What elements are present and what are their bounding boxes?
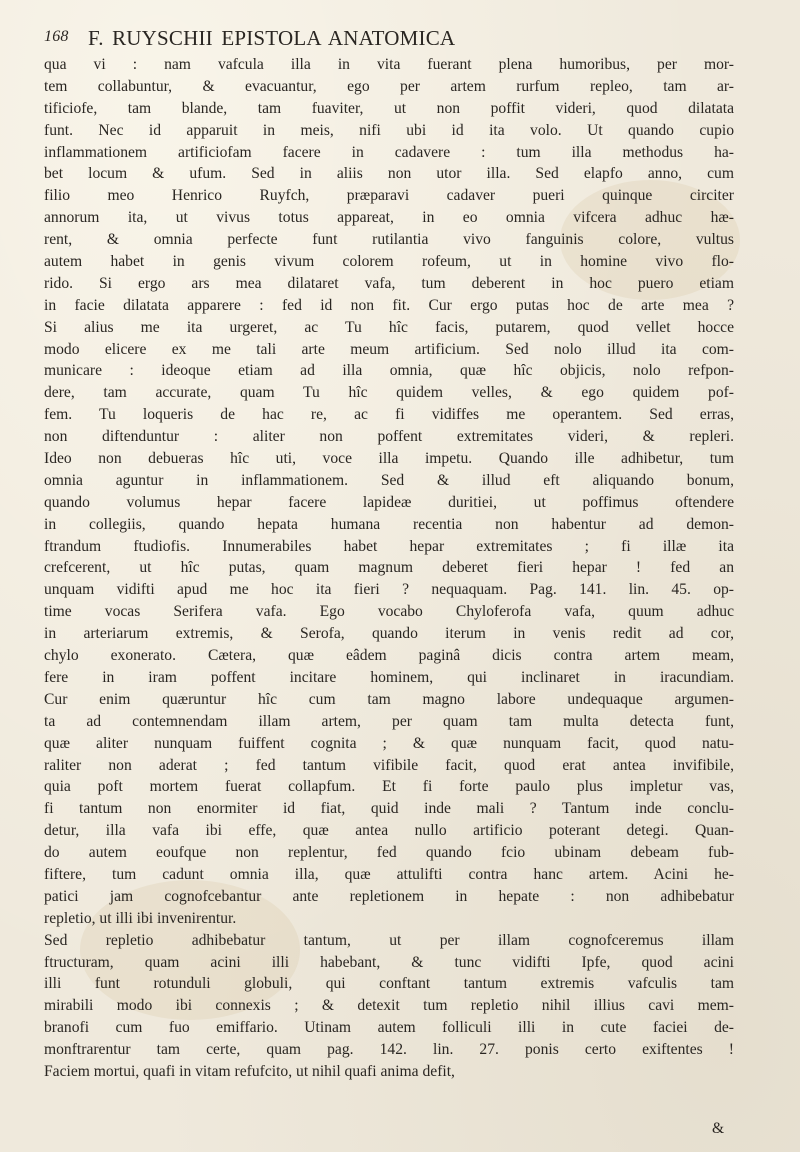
text-line: raliter non aderat ; fed tantum vifibile facit, quod erat antea invifibile, [44,756,734,774]
catchword: & [712,1120,725,1137]
text-line: rent, & omnia perfecte funt rutilantia vivo fanguinis colore, vultus [44,231,734,249]
text-line: in facie dilatata apparere : fed id non fit. Cur ergo putas hoc de arte mea ? [44,296,734,314]
text-line: mirabili modo ibi connexis ; & detexit tum repletio nihil illius cavi mem- [44,997,734,1015]
body-text [44,54,734,1083]
text-line: monftrarentur tam certe, quam pag. 142. lin. 27. ponis certo exiftentes ! [44,1041,734,1059]
text-line: quia poft mortem fuerat collapfum. Et fi forte paulo plus impletur vas, [44,778,734,796]
text-line: ta ad contemnendam illam artem, per quam tam multa detecta funt, [44,712,734,730]
text-line: municare : ideoque etiam ad illa omnia, quæ hîc objicis, nolo refpon- [44,362,734,380]
text-line: do autem eoufque non replentur, fed quando fcio ubinam debeam fub- [44,844,734,862]
text-line: funt. Nec id apparuit in meis, nifi ubi id ita volo. Ut quando cupio [44,121,734,139]
page-number: 168 [44,28,69,45]
text-line: modo elicere ex me tali arte meum artificium. Sed nolo illud ita com- [44,340,734,358]
text-line: in arteriarum extremis, & Serofa, quando iterum in venis redit ad cor, [44,625,734,643]
text-line: inflammationem artificiofam facere in cadavere : tum illa methodus ha- [44,143,734,161]
text-line: tificiofe, tam blande, tam fuaviter, ut non poffit videri, quod dilatata [44,99,734,117]
text-line: autem habet in genis vivum colorem rofeum, ut in homine vivo flo- [44,253,734,271]
text-line: omnia aguntur in inflammationem. Sed & illud eft aliquando bonum, [44,471,734,489]
text-line: time vocas Serifera vafa. Ego vocabo Chyloferofa vafa, quum adhuc [44,603,734,621]
text-line: in collegiis, quando hepata humana recentia non habentur ad demon- [44,515,734,533]
text-line: tem collabuntur, & evacuantur, ego per artem rurfum repleo, tam ar- [44,77,734,95]
text-line: qua vi : nam vafcula illa in vita fuerant plena humoribus, per mor- [44,56,734,73]
text-line: crefcerent, ut hîc putas, quam magnum deberet fieri hepar ! fed an [44,559,734,577]
text-line: Si alius me ita urgeret, ac Tu hîc facis, putarem, quod vellet hocce [44,318,734,336]
text-line: fiftere, tum cadunt omnia illa, quæ attulifti contra hanc artem. Acini he- [44,865,734,883]
text-line: branofi cum fuo emiffario. Utinam autem folliculi illi in cute faciei de- [44,1019,734,1037]
text-line: unquam vidifti apud me hoc ita fieri ? nequaquam. Pag. 141. lin. 45. op- [44,581,734,599]
running-head: F. RUYSCHII EPISTOLA ANATOMICA [88,26,456,50]
text-line: dere, tam accurate, quam Tu hîc quidem velles, & ego quidem pof- [44,384,734,402]
text-line: ftructuram, quam acini illi habebant, & tunc vidifti Ipfe, quod acini [44,953,734,971]
text-line: filio meo Henrico Ruyfch, præparavi cadaver pueri quinque circiter [44,187,734,205]
text-line: Faciem mortui, quafi in vitam refufcito, ut nihil quafi anima defit, [44,1062,455,1080]
text-line: ftrandum ftudiofis. Innumerabiles habet hepar extremitates ; fi illæ ita [44,537,734,555]
text-line: chylo exonerato. Cætera, quæ eâdem paginâ dicis contra artem meam, [44,647,734,665]
text-line: quæ aliter nunquam fuiffent cognita ; & quæ nunquam facit, quod natu- [44,734,734,752]
text-line: quando volumus hepar facere lapideæ duritiei, ut poffimus oftendere [44,493,734,511]
text-line: fi tantum non enormiter id fiat, quid inde mali ? Tantum inde conclu- [44,800,734,818]
text-line: fere in iram poffent incitare hominem, qui inclinaret in iracundiam. [44,668,734,686]
page-header [40,26,760,54]
text-line: non diftenduntur : aliter non poffent extremitates videri, & repleri. [44,428,734,446]
text-line: fem. Tu loqueris de hac re, ac fi vidiffes me operantem. Sed erras, [44,406,734,424]
text-line: illi funt rotunduli globuli, qui conftant tantum extremis vafculis tam [44,975,734,993]
text-line: repletio, ut illi ibi invenirentur. [44,909,237,927]
text-line: bet locum & ufum. Sed in aliis non utor illa. Sed elapfo anno, cum [44,165,734,183]
text-line: patici jam cognofcebantur ante repletionem in hepate : non adhibebatur [44,887,734,905]
text-line: rido. Si ergo ars mea dilataret vafa, tum deberent in hoc puero etiam [44,274,734,292]
text-line: annorum ita, ut vivus totus appareat, in eo omnia vifcera adhuc hæ- [44,209,734,227]
text-line: detur, illa vafa ibi effe, quæ antea nullo artificio poterant detegi. Quan- [44,822,734,840]
text-line: Ideo non debueras hîc uti, voce illa impetu. Quando ille adhibetur, tum [44,450,734,468]
text-line: Cur enim quæruntur hîc cum tam magno labore undequaque argumen- [44,690,734,708]
text-line: Sed repletio adhibebatur tantum, ut per illam cognofceremus illam [44,931,734,949]
